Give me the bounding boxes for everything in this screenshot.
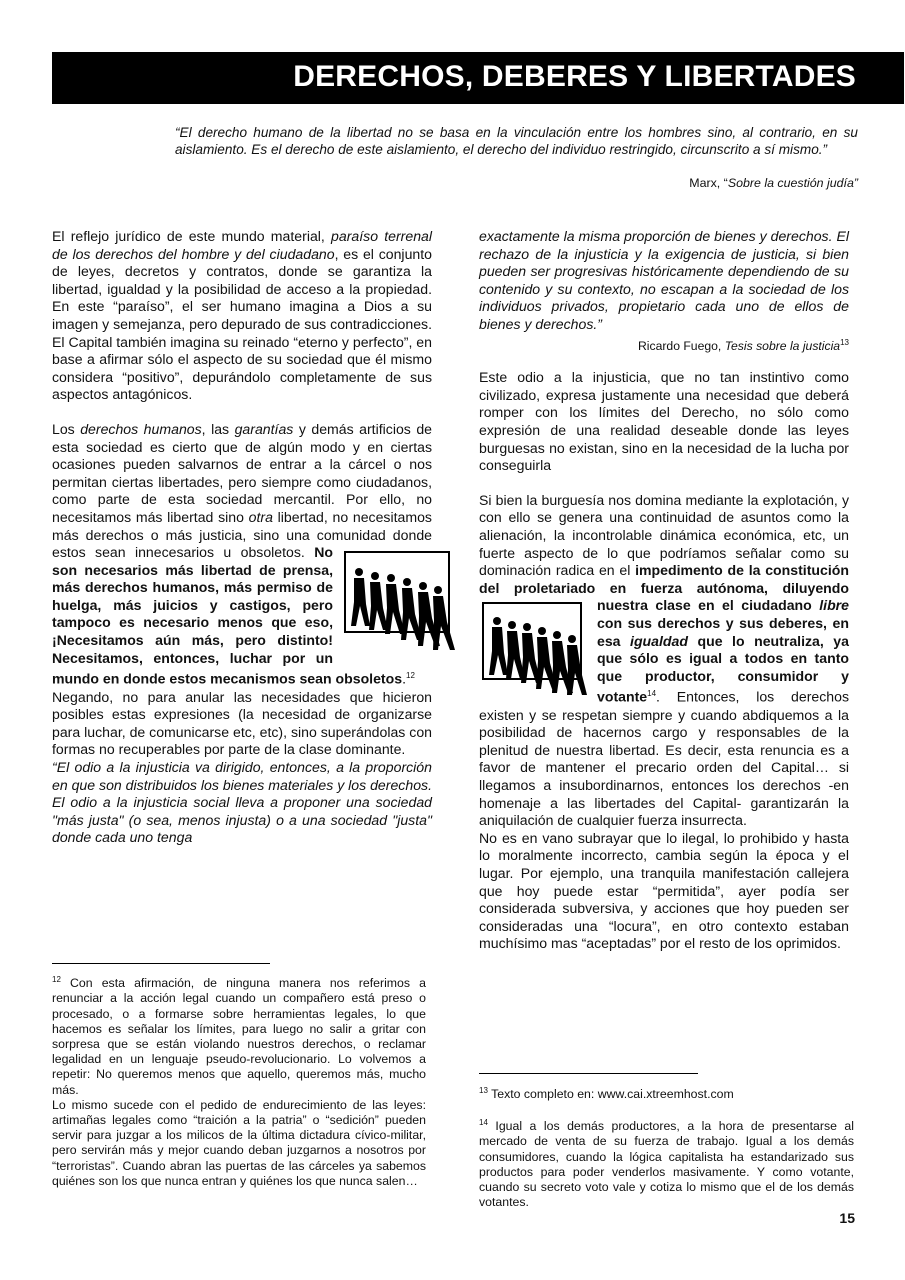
text: El reflejo jurídico de este mundo material, xyxy=(52,228,332,244)
footnote-12 xyxy=(52,972,426,1189)
text: Los xyxy=(52,420,81,437)
footnote-text: Igual a los demás productores, a la hora de presentarse al mercado de venta de su fuerza de trabajo. Igual a los demás consumidores, cuando la lógica capitalista ha estandarizado sus productos para poder venderlos masivamente. Y como votante, cuando su secreto voto vale y cotiza lo mismo que el de los demás votantes. xyxy=(479,1119,854,1210)
footnote-text: Texto completo en: www.cai.xtreemhost.com xyxy=(487,1087,734,1102)
text: Si bien la burguesía nos domina mediante la explotación, y con ello se genera una continuidad de asuntos como la alienación, la incontrolable dinámica económica, etc, un fuerte aspecto de lo que podríamos señalar como su dominación radica en el xyxy=(479,491,849,579)
emphasis-bold: que lo neutraliza, ya que sólo es igual a todos en tanto que productor, consumidor y votante xyxy=(597,632,849,705)
footnote-ref-14[interactable]: 14 xyxy=(647,689,657,699)
emphasis-bold: No son necesarios más libertad de prensa, más derechos humanos, más permiso de huelga, más juicios y castigos, pero tampoco es necesario menos que eso, ¡Necesitamos aún más, pero distinto! Necesitamos, entonces, luchar por un mundo en donde estos mecanismos sean obsoletos xyxy=(52,544,403,687)
right-column xyxy=(479,228,849,953)
footnote-number: 12 xyxy=(52,975,61,984)
emphasis: garantías xyxy=(234,420,294,437)
footnote-divider xyxy=(52,963,270,964)
epigraph-source xyxy=(689,176,858,190)
footnote-text: Lo mismo sucede con el pedido de endurecimiento de las leyes: artimañas legales como “traición a la patria” o “sedición” pueden servir para juzgar a los milicos de la última dictadura cívico-militar, pero servirán más y mejor cuando deban juzgarnos a nosotros por “terroristas”. Cuando abran las puertas de las cárceles ya sabemos quiénes son los que nunca entran y quiénes los que nunca salen… xyxy=(52,1097,426,1188)
left-paragraph-2 xyxy=(52,421,432,689)
quote-attribution xyxy=(479,334,849,356)
page-number: 15 xyxy=(839,1210,855,1226)
footnote-13 xyxy=(479,1083,854,1102)
left-quote: “El odio a la injusticia va dirigido, entonces, a la proporción en que son distribuidos los bienes materiales y los derechos. El odio a la injusticia social lleva a proponer una sociedad "más justa" (o sea, menos injusta) o a una sociedad "justa" donde cada uno tenga xyxy=(52,758,432,846)
left-paragraph-1 xyxy=(52,228,432,404)
text: . xyxy=(402,670,406,687)
epigraph-author: Marx, “ xyxy=(689,176,728,190)
emphasis-bold-italic: igualdad xyxy=(630,632,688,649)
text: , es el conjunto de leyes, decretos y contratos, donde se garantiza la libertad, igualdad y la posibilidad de acceso a la propiedad. En este “paraíso”, el ser humano imagina a Dios a su imagen y semejanza, pero depurado de sus contradicciones. El Capital también imagina su reinado “eterno y perfecto”, en base a afirmar sólo el aspecto de su sociedad que él mismo considera “positivo”, depurándolo completamente de sus aspectos antagónicos. xyxy=(52,245,432,403)
epigraph-work: Sobre la cuestión judía” xyxy=(727,176,858,190)
footnote-divider xyxy=(479,1073,698,1074)
right-paragraph-2 xyxy=(479,492,849,830)
footnote-14 xyxy=(479,1115,854,1210)
emphasis: paraíso terrenal de los derechos del hombre y del ciudadano xyxy=(52,228,433,262)
left-paragraph-3: Negando, no para anular las necesidades que hicieron posibles estas expresiones (la necesidad de organizarse para luchar, de comunicarse etc, etc), sino superándolas con formas no recuperables por parte de la clase dominante. xyxy=(52,688,432,758)
footnote-ref-13[interactable]: 13 xyxy=(840,337,849,347)
marching-figures-illustration xyxy=(479,599,589,699)
footnote-text: Con esta afirmación, de ninguna manera nos referimos a renunciar a la acción legal cuando un compañero está preso o procesado, o a formarse sobre herramientas legales, lo que hacemos es señalar los límites, para luego no salir a gritar con sorpresa que se están violando nuestros derechos, o reclamar legalidad en un lenguaje pseudo-revolucionario. Lo volvemos a repetir: No queremos menos que aquello, queremos más, mucho más. xyxy=(52,976,426,1097)
emphasis: derechos humanos xyxy=(80,420,202,437)
left-column xyxy=(52,228,432,847)
footnote-number: 14 xyxy=(479,1118,488,1127)
right-paragraph-1: Este odio a la injusticia, que no tan instintivo como civilizado, expresa justamente una necesidad que deberá romper con los límites del Derecho, no sólo como expresión de una realidad deseable donde las leyes burguesas no existan, sino en la necesidad de la lucha por conseguirla xyxy=(479,369,849,474)
text: libertad, no necesitamos más derechos o más justicia, sino una comunidad donde estos sean innecesarios u obsoletos. xyxy=(52,508,432,561)
emphasis-bold: impedimento de la constitución del proletariado en fuerza autónoma, diluyendo nuestra clase en el ciudadano xyxy=(479,562,849,614)
text: Ricardo Fuego, xyxy=(637,338,725,353)
footnote-ref-12[interactable]: 12 xyxy=(406,671,415,681)
text: y demás artificios de esta sociedad es cierto que de algún modo y en ciertas ocasiones pueden salvarnos de entrar a la cárcel o nos permitan ciertas libertades, pero siempre como ciudadanos, como parte de esta sociedad mercantil. Por ello, no necesitamos más libertad sino xyxy=(52,420,433,525)
emphasis-bold: con sus derechos y sus deberes, en esa xyxy=(597,614,849,649)
marching-figures-illustration xyxy=(339,548,457,652)
epigraph-quote: “El derecho humano de la libertad no se basa en la vinculación entre los hombres sino, al contrario, en su aislamiento. Es el derecho de este aislamiento, el derecho del individuo restringido, circunscrito a sí mismo.” xyxy=(175,125,858,157)
emphasis: otra xyxy=(248,508,273,525)
emphasis-bold-italic: libre xyxy=(819,597,849,614)
right-paragraph-3: No es en vano subrayar que lo ilegal, lo prohibido y hasta lo moralmente incorrecto, cambia según la época y el lugar. Por ejemplo, una tranquila manifestación callejera que hoy puede estar “permitida”, ayer podía ser considerada subversiva, y acciones que hoy pueden ser consideradas una “locura”, en otro contexto estaban muchísimo mas “aceptadas” por el resto de los oprimidos. xyxy=(479,829,849,952)
right-quote: exactamente la misma proporción de bienes y derechos. El rechazo de la injusticia y la exigencia de justicia, si bien pueden ser progresivas históricamente dependiendo de su contenido y su contexto, no escapan a la sociedad de los individuos privados, propietario cada uno de ellos de bienes y derechos.” xyxy=(479,228,849,332)
header-bar xyxy=(52,52,904,104)
page-title: DERECHOS, DEBERES Y LIBERTADES xyxy=(293,60,856,93)
emphasis: Tesis sobre la justicia xyxy=(724,338,841,353)
footnote-number: 13 xyxy=(479,1086,488,1095)
text: . Entonces, los derechos existen y se respetan siempre y cuando abdiquemos a la posibilidad de hacernos cargo y responsables de la plenitud de nuestra libertad. Es decir, esta renuncia es a favor de mantener el precario orden del Capital… si llegamos a insubordinarnos, entonces los derechos -en homenaje a las libertades del Capital- garantizarán la aniquilación de cualquier fuerza insurrecta. xyxy=(479,689,849,829)
text: , las xyxy=(201,420,235,437)
